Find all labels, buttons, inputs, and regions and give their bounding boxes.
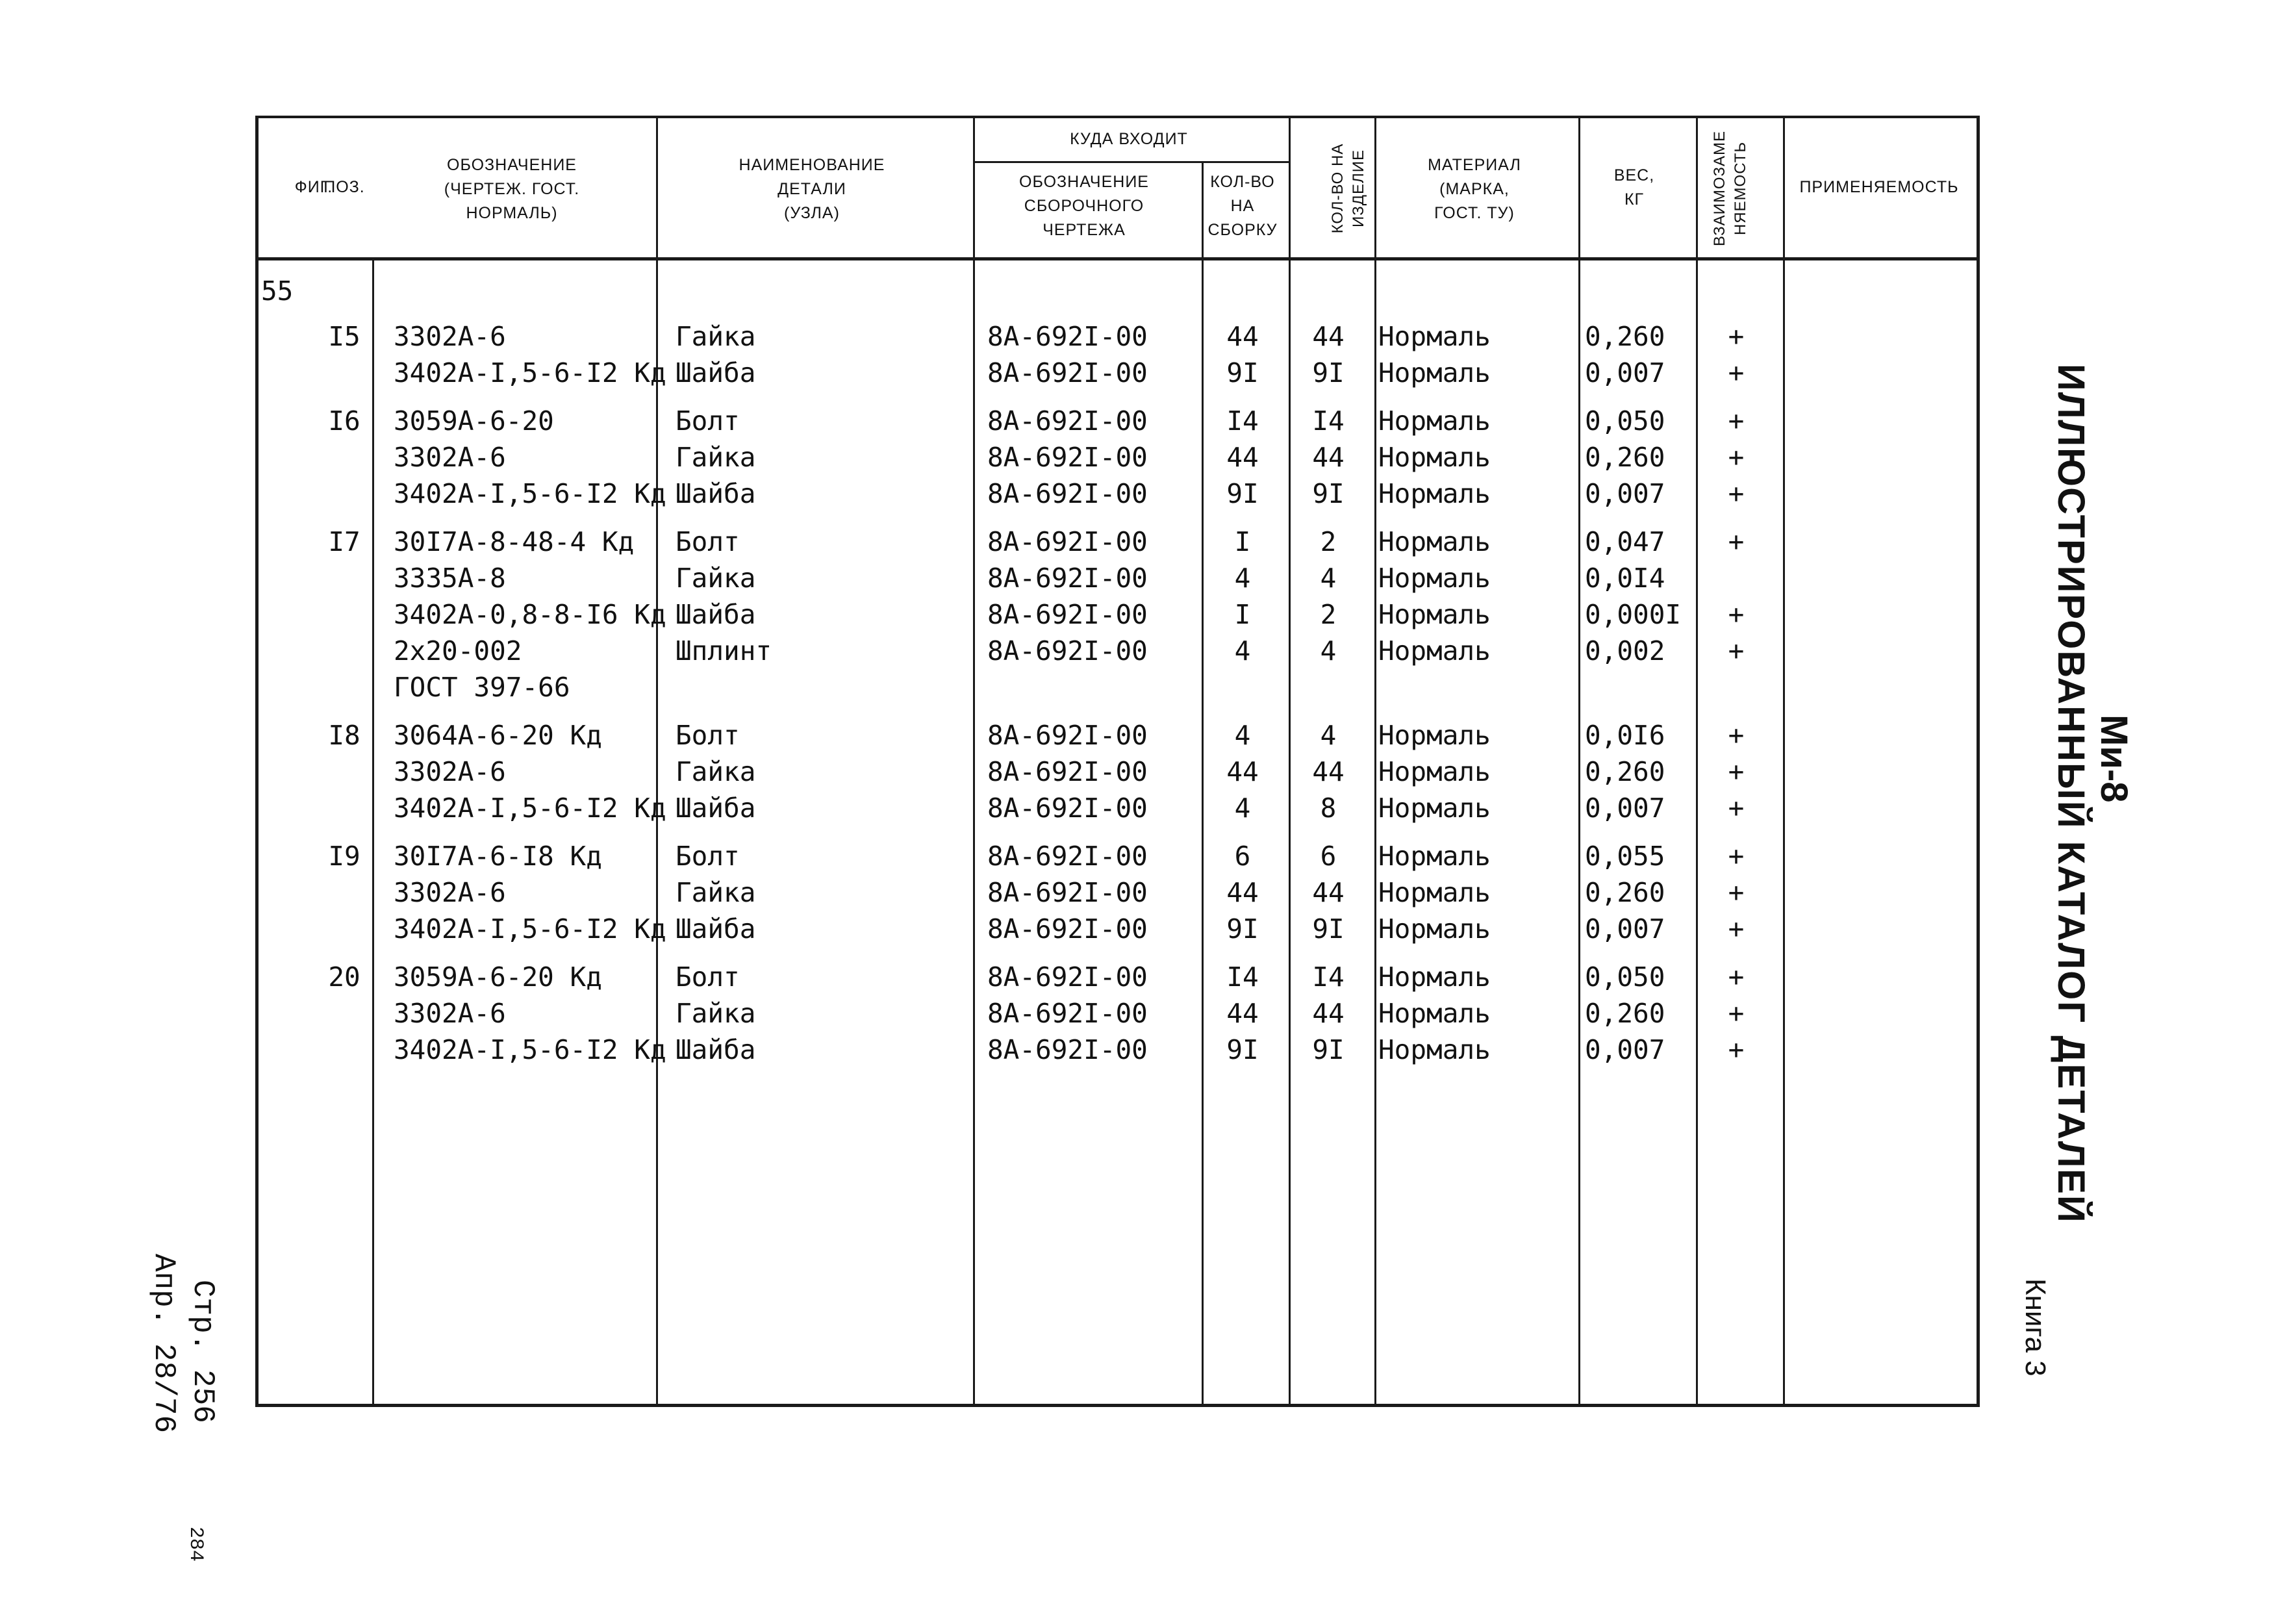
- cell-material: Нормаль: [1378, 998, 1491, 1029]
- cell-material: Нормаль: [1378, 793, 1491, 824]
- header-weight: ВЕС, КГ: [1613, 166, 1655, 209]
- cell-material: Нормаль: [1378, 442, 1491, 473]
- cell-qty-asm: 9I: [1226, 1034, 1259, 1065]
- cell-weight: 0,260: [1585, 442, 1665, 473]
- cell-weight: 0,0I6: [1585, 720, 1665, 751]
- header-designation: ОБОЗНАЧЕНИЕ (ЧЕРТЕЖ. ГОСТ. НОРМАЛЬ): [444, 156, 580, 222]
- cell-designation: 3402A-I,5-6-I2 Кд: [394, 913, 666, 945]
- cell-interch: +: [1728, 913, 1745, 945]
- cell-designation: 30I7A-8-48-4 Кд: [394, 526, 635, 557]
- cell-pos: I9: [328, 841, 360, 872]
- cell-drawing: 8A-692I-00: [987, 563, 1148, 594]
- cell-drawing: 8A-692I-00: [987, 913, 1148, 945]
- header-applicability: ПРИМЕНЯЕМОСТЬ: [1799, 178, 1959, 196]
- cell-material: Нормаль: [1378, 913, 1491, 945]
- cell-material: Нормаль: [1378, 877, 1491, 908]
- cell-name: Шайба: [676, 1034, 756, 1065]
- cell-qty-prod: 9I: [1312, 357, 1345, 388]
- cell-material: Нормаль: [1378, 563, 1491, 594]
- cell-drawing: 8A-692I-00: [987, 599, 1148, 630]
- cell-designation: 3302A-6: [394, 321, 506, 352]
- cell-designation: 3402A-I,5-6-I2 Кд: [394, 357, 666, 388]
- cell-interch: +: [1728, 357, 1745, 388]
- cell-interch: +: [1728, 793, 1745, 824]
- cell-designation: 30I7A-6-I8 Кд: [394, 841, 602, 872]
- cell-qty-prod: 9I: [1312, 913, 1345, 945]
- header-name: НАИМЕНОВАНИЕ ДЕТАЛИ (УЗЛА): [739, 156, 885, 222]
- cell-material: Нормаль: [1378, 478, 1491, 509]
- cell-designation: 3302A-6: [394, 756, 506, 787]
- cell-qty-asm: I: [1234, 526, 1251, 557]
- cell-interch: +: [1728, 877, 1745, 908]
- cell-name: Шайба: [676, 793, 756, 824]
- cell-weight: 0,260: [1585, 756, 1665, 787]
- cell-qty-asm: I4: [1226, 961, 1259, 993]
- header-where-used: КУДА ВХОДИТ: [1070, 130, 1188, 148]
- cell-pos: I5: [328, 321, 360, 352]
- cell-name: Шайба: [676, 599, 756, 630]
- cell-material: Нормаль: [1378, 756, 1491, 787]
- cell-material: Нормаль: [1378, 635, 1491, 666]
- cell-interch: +: [1728, 841, 1745, 872]
- col-divider: [1374, 118, 1376, 1404]
- cell-drawing: 8A-692I-00: [987, 720, 1148, 751]
- cell-designation: ГОСТ 397-66: [394, 672, 570, 703]
- cell-qty-asm: 44: [1226, 321, 1259, 352]
- cell-name: Болт: [676, 526, 740, 557]
- col-divider: [372, 118, 374, 1404]
- cell-name: Болт: [676, 720, 740, 751]
- cell-drawing: 8A-692I-00: [987, 405, 1148, 437]
- cell-qty-prod: 4: [1320, 720, 1337, 751]
- cell-interch: +: [1728, 442, 1745, 473]
- cell-qty-asm: 4: [1234, 635, 1251, 666]
- cell-material: Нормаль: [1378, 526, 1491, 557]
- cell-designation: 3064A-6-20 Кд: [394, 720, 602, 751]
- cell-designation: 3402A-I,5-6-I2 Кд: [394, 793, 666, 824]
- cell-qty-prod: 6: [1320, 841, 1337, 872]
- page-number: Стр. 256: [186, 1280, 220, 1423]
- cell-interch: +: [1728, 1034, 1745, 1065]
- cell-qty-asm: 6: [1234, 841, 1251, 872]
- cell-interch: +: [1728, 321, 1745, 352]
- revision-date: Апр. 28/76: [147, 1254, 181, 1434]
- group-divider: [973, 161, 1289, 163]
- cell-weight: 0,260: [1585, 877, 1665, 908]
- cell-interch: +: [1728, 635, 1745, 666]
- cell-qty-prod: 44: [1312, 321, 1345, 352]
- cell-name: Гайка: [676, 563, 756, 594]
- cell-weight: 0,260: [1585, 998, 1665, 1029]
- cell-weight: 0,007: [1585, 1034, 1665, 1065]
- header-pos: ПОЗ.: [323, 178, 365, 196]
- cell-designation: 3059A-6-20 Кд: [394, 961, 602, 993]
- cell-drawing: 8A-692I-00: [987, 442, 1148, 473]
- col-divider: [1783, 118, 1785, 1404]
- cell-weight: 0,007: [1585, 793, 1665, 824]
- cell-interch: +: [1728, 720, 1745, 751]
- cell-designation: 3302A-6: [394, 442, 506, 473]
- cell-drawing: 8A-692I-00: [987, 1034, 1148, 1065]
- cell-qty-asm: 4: [1234, 720, 1251, 751]
- cell-name: Шайба: [676, 357, 756, 388]
- book-number: Книга 3: [2019, 1278, 2051, 1377]
- cell-name: Гайка: [676, 321, 756, 352]
- cell-weight: 0,050: [1585, 405, 1665, 437]
- cell-interch: +: [1728, 756, 1745, 787]
- cell-designation: 3335A-8: [394, 563, 506, 594]
- cell-drawing: 8A-692I-00: [987, 756, 1148, 787]
- cell-pos: 20: [328, 961, 360, 993]
- header-fig: ФИГ.: [294, 178, 333, 196]
- cell-qty-asm: I: [1234, 599, 1251, 630]
- cell-material: Нормаль: [1378, 720, 1491, 751]
- cell-qty-prod: 9I: [1312, 478, 1345, 509]
- cell-qty-asm: 44: [1226, 756, 1259, 787]
- cell-name: Болт: [676, 841, 740, 872]
- cell-name: Гайка: [676, 998, 756, 1029]
- cell-material: Нормаль: [1378, 357, 1491, 388]
- cell-drawing: 8A-692I-00: [987, 357, 1148, 388]
- cell-pos: I6: [328, 405, 360, 437]
- cell-weight: 0,260: [1585, 321, 1665, 352]
- cell-qty-asm: 4: [1234, 563, 1251, 594]
- cell-drawing: 8A-692I-00: [987, 635, 1148, 666]
- cell-qty-asm: 44: [1226, 442, 1259, 473]
- cell-name: Гайка: [676, 442, 756, 473]
- cell-name: Шайба: [676, 913, 756, 945]
- cell-material: Нормаль: [1378, 1034, 1491, 1065]
- cell-qty-asm: 9I: [1226, 357, 1259, 388]
- cell-weight: 0,002: [1585, 635, 1665, 666]
- cell-qty-asm: 44: [1226, 877, 1259, 908]
- sheet-number: 284: [184, 1527, 207, 1562]
- cell-material: Нормаль: [1378, 321, 1491, 352]
- cell-drawing: 8A-692I-00: [987, 526, 1148, 557]
- cell-drawing: 8A-692I-00: [987, 998, 1148, 1029]
- cell-designation: 3059A-6-20: [394, 405, 554, 437]
- cell-interch: +: [1728, 998, 1745, 1029]
- cell-qty-prod: 2: [1320, 526, 1337, 557]
- cell-interch: +: [1728, 405, 1745, 437]
- cell-weight: 0,0I4: [1585, 563, 1665, 594]
- cell-qty-prod: 44: [1312, 442, 1345, 473]
- col-divider: [1578, 118, 1580, 1404]
- cell-designation: 3402A-I,5-6-I2 Кд: [394, 478, 666, 509]
- cell-weight: 0,000I: [1585, 599, 1682, 630]
- cell-designation: 3402A-I,5-6-I2 Кд: [394, 1034, 666, 1065]
- header-qty-assembly: КОЛ-ВО НА СБОРКУ: [1207, 173, 1278, 239]
- aircraft-model: Ми-8: [2093, 715, 2135, 803]
- cell-drawing: 8A-692I-00: [987, 793, 1148, 824]
- header-qty-product: КОЛ-ВО НА ИЗДЕЛИЕ: [1329, 143, 1367, 234]
- cell-name: Болт: [676, 405, 740, 437]
- cell-designation: 3302A-6: [394, 998, 506, 1029]
- header-assembly-drawing: ОБОЗНАЧЕНИЕ СБОРОЧНОГО ЧЕРТЕЖА: [1019, 173, 1149, 239]
- cell-qty-prod: 8: [1320, 793, 1337, 824]
- cell-drawing: 8A-692I-00: [987, 877, 1148, 908]
- cell-weight: 0,007: [1585, 913, 1665, 945]
- cell-qty-asm: 9I: [1226, 913, 1259, 945]
- cell-weight: 0,050: [1585, 961, 1665, 993]
- cell-weight: 0,007: [1585, 357, 1665, 388]
- cell-material: Нормаль: [1378, 961, 1491, 993]
- cell-drawing: 8A-692I-00: [987, 321, 1148, 352]
- cell-name: Гайка: [676, 877, 756, 908]
- cell-designation: 3402A-0,8-8-I6 Кд: [394, 599, 666, 630]
- catalog-title: ИЛЛЮСТРИРОВАННЫЙ КАТАЛОГ ДЕТАЛЕЙ: [2050, 364, 2092, 1224]
- cell-name: Шплинт: [676, 635, 772, 666]
- cell-pos: I8: [328, 720, 360, 751]
- cell-designation: 2x20-002: [394, 635, 522, 666]
- cell-qty-asm: 4: [1234, 793, 1251, 824]
- figure-number: 55: [261, 275, 294, 307]
- cell-material: Нормаль: [1378, 599, 1491, 630]
- cell-material: Нормаль: [1378, 841, 1491, 872]
- cell-interch: +: [1728, 526, 1745, 557]
- cell-name: Гайка: [676, 756, 756, 787]
- cell-qty-prod: 44: [1312, 998, 1345, 1029]
- cell-drawing: 8A-692I-00: [987, 478, 1148, 509]
- cell-qty-prod: I4: [1312, 961, 1345, 993]
- header-interchangeability: ВЗАИМОЗАМЕ НЯЕМОСТЬ: [1711, 130, 1749, 247]
- cell-qty-prod: 4: [1320, 635, 1337, 666]
- header-material: МАТЕРИАЛ (МАРКА, ГОСТ. ТУ): [1428, 156, 1521, 222]
- cell-interch: +: [1728, 478, 1745, 509]
- cell-weight: 0,047: [1585, 526, 1665, 557]
- cell-pos: I7: [328, 526, 360, 557]
- cell-drawing: 8A-692I-00: [987, 961, 1148, 993]
- cell-weight: 0,007: [1585, 478, 1665, 509]
- cell-qty-prod: I4: [1312, 405, 1345, 437]
- cell-interch: +: [1728, 599, 1745, 630]
- cell-material: Нормаль: [1378, 405, 1491, 437]
- cell-qty-prod: 44: [1312, 877, 1345, 908]
- cell-drawing: 8A-692I-00: [987, 841, 1148, 872]
- cell-qty-prod: 4: [1320, 563, 1337, 594]
- cell-name: Болт: [676, 961, 740, 993]
- cell-weight: 0,055: [1585, 841, 1665, 872]
- cell-qty-asm: 9I: [1226, 478, 1259, 509]
- cell-designation: 3302A-6: [394, 877, 506, 908]
- cell-interch: +: [1728, 961, 1745, 993]
- col-divider: [973, 118, 975, 1404]
- cell-name: Шайба: [676, 478, 756, 509]
- cell-qty-prod: 2: [1320, 599, 1337, 630]
- cell-qty-asm: I4: [1226, 405, 1259, 437]
- cell-qty-asm: 44: [1226, 998, 1259, 1029]
- cell-qty-prod: 9I: [1312, 1034, 1345, 1065]
- cell-qty-prod: 44: [1312, 756, 1345, 787]
